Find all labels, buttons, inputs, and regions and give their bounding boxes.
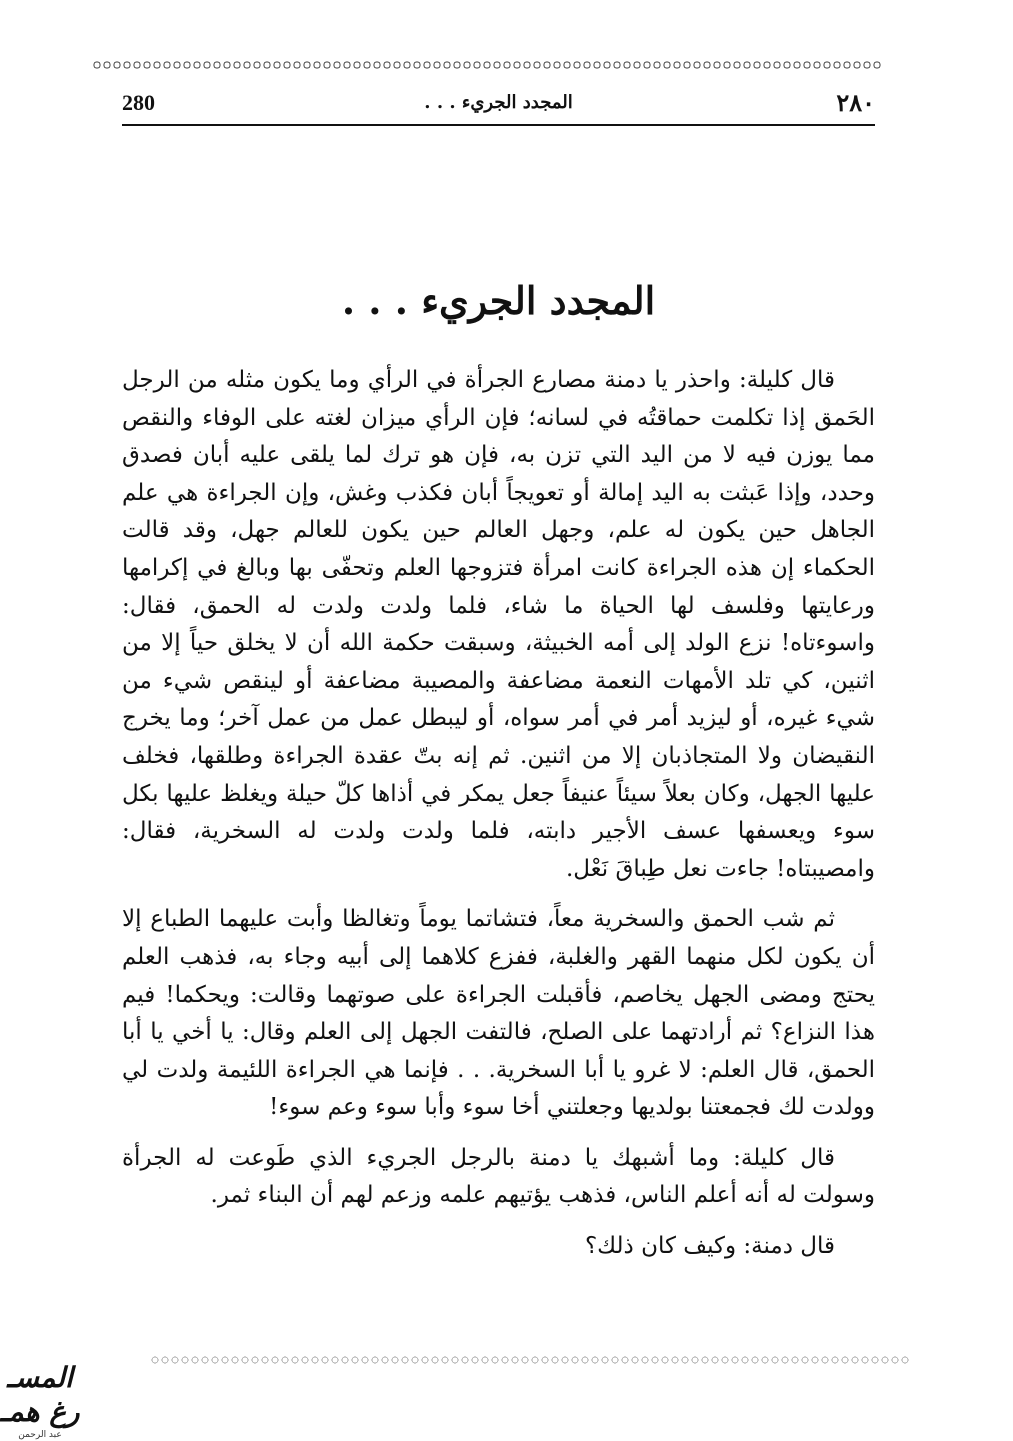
- page-number-arabic: ٢٨٠: [836, 88, 875, 117]
- chapter-title: المجدد الجريء . . .: [341, 278, 656, 323]
- paragraph: قال كليلة: وما أشبهك يا دمنة بالرجل الجريء الذي طَوعت له الجرأة وسولت له أنه أعلم الناس، فذهب يؤتيهم علمه وزعم لهم أن البناء ثمر.: [122, 1144, 875, 1209]
- paragraph: قال دمنة: وكيف كان ذلك؟: [584, 1233, 835, 1260]
- top-ornamental-border: [92, 58, 882, 72]
- paragraph: قال كليلة: واحذر يا دمنة مصارع الجرأة في الرأي وما يكون مثله من الرجل الحَمق إذا تكلمت حماقتُه في لسانه؛ فإن الرأي ميزان لغته على الوفاء والنقص مما يوزن فيه لا من اليد التي تزن به، فإن هو ترك لما يلقى عليه أبان فصدق وحدد، وإذا عَبثت به اليد إمالة أو تعويجاً أبان فكذب وغش، وإن الجراءة هي علم الجاهل حين يكون له علم، وجهل العالم حين يكون للعالم جهل، وقد قالت الحكماء إن هذه الجراءة كانت امرأة فتزوجها العلم وتحفّى بها وبالغ في إكرامها ورعايتها وفلسف لها الحياة ما شاء، فلما ولدت ولدت له الحمق، فقال: واسوءتاه! نزع الولد إلى أمه الخبيثة، وسبقت حكمة الله أن لا يخلق حياً إلا من اثنين، كي تلد الأمهات النعمة مضاعفة والمصيبة مضاعفة أو لينقص شيء من شيء غيره، أو ليزيد أمر في أمر سواه، أو ليبطل عمل من عمل آخر؛ وما يخرج النقيضان ولا المتجاذبان إلا من اثنين. ثم إنه بتّ عقدة الجراءة وطلقها، فخلف عليها الجهل، وكان بعلاً سيئاً عنيفاً جعل يمكر في أذاها كلّ حيلة ويغلظ عليها بكل سوء ويعسفها عسف الأجير دابته، فلما ولدت ولدت له السخرية، فقال: وامصيبتاه! جاءت نعل طِباقَ نَعْل.: [122, 367, 875, 882]
- library-stamp: [0, 1361, 80, 1440]
- paragraph: ثم شب الحمق والسخرية معاً، فتشاتما يوماً وتغالظا وأبت عليهما الطباع إلا أن يكون لكل منهما القهر والغلبة، ففزع كلاهما إلى أبيه وجاء به، فذهب العلم يحتج ومضى الجهل يخاصم، فأقبلت الجراءة على صوتهما وقالت: ويحكما! فيم هذا النزاع؟ ثم أرادتهما على الصلح، فالتفت الجهل إلى العلم وقال: يا أخي يا أبا الحمق، قال العلم: لا غرو يا أبا السخرية. . . فإنما هي الجراءة اللئيمة ولدت لي وولدت لك فجمعتنا بولديها وجعلتني أخا سوء وأبا سوء وعم سوء!: [122, 906, 875, 1121]
- page-number-latin: 280: [122, 90, 155, 115]
- stamp-sub-text: عبد الرحمن: [18, 1430, 62, 1440]
- page-header: [122, 88, 875, 122]
- bottom-ornamental-border: [150, 1353, 910, 1367]
- body-text: [122, 362, 875, 1279]
- running-title: المجدد الجريء . . .: [424, 92, 573, 113]
- stamp-main-text: المسـ رغ همـ: [0, 1361, 80, 1428]
- header-rule: [122, 124, 875, 126]
